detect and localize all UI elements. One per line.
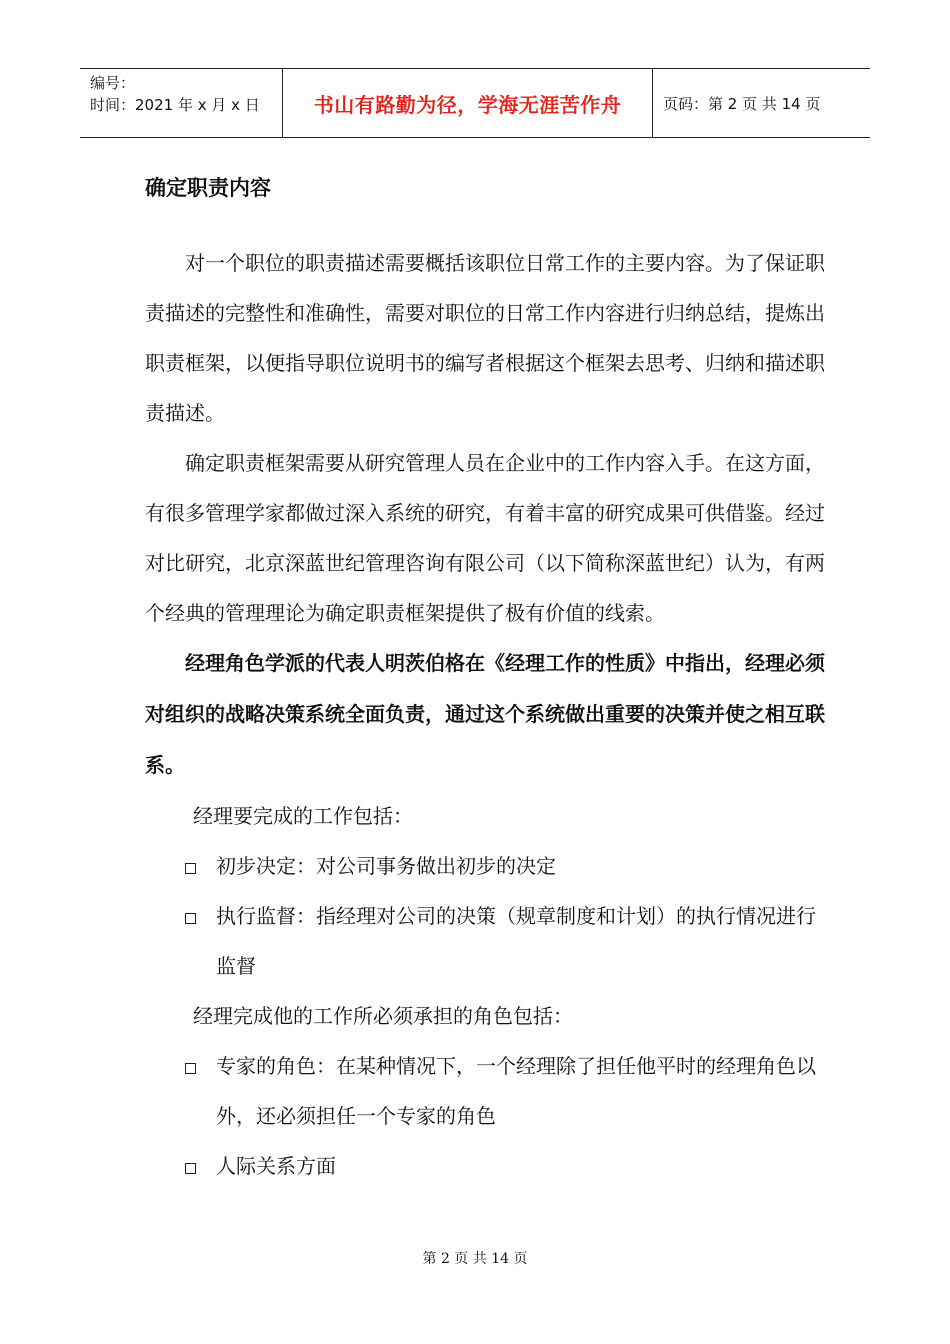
document-number-label: 编号： bbox=[90, 74, 136, 92]
list-item-text: 初步决定：对公司事务做出初步的决定 bbox=[216, 854, 556, 878]
square-bullet-icon bbox=[185, 1063, 196, 1074]
list-item-text: 专家的角色：在某种情况下，一个经理除了担任他平时的经理角色以外，还必须担任一个专家的角色 bbox=[216, 1054, 816, 1128]
square-bullet-icon bbox=[185, 863, 196, 874]
list-item-text: 人际关系方面 bbox=[216, 1154, 336, 1178]
square-bullet-icon bbox=[185, 1163, 196, 1174]
section-heading: 确定职责内容 bbox=[145, 176, 271, 200]
role-intro: 经理完成他的工作所必须承担的角色包括： bbox=[193, 1004, 573, 1028]
page-header bbox=[80, 68, 870, 138]
header-page-info: 页码：第 2 页 共 14 页 bbox=[663, 94, 821, 113]
square-bullet-icon bbox=[185, 913, 196, 924]
list-item bbox=[145, 1141, 825, 1191]
paragraph: 确定职责框架需要从研究管理人员在企业中的工作内容入手。在这方面，有很多管理学家都做过深入系统的研究，有着丰富的研究成果可供借鉴。经过对比研究，北京深蓝世纪管理咨询有限公司（以下简称深蓝世纪）认为，有两个经典的管理理论为确定职责框架提供了极有价值的线索。 bbox=[145, 451, 825, 625]
work-intro: 经理要完成的工作包括： bbox=[193, 804, 413, 828]
list-item bbox=[145, 891, 825, 991]
paragraph: 对一个职位的职责描述需要概括该职位日常工作的主要内容。为了保证职责描述的完整性和准确性，需要对职位的日常工作内容进行归纳总结，提炼出职责框架，以便指导职位说明书的编写者根据这个框架去思考、归纳和描述职责描述。 bbox=[145, 251, 825, 425]
header-motto: 书山有路勤为径，学海无涯苦作舟 bbox=[283, 69, 653, 137]
page-footer: 第 2 页 共 14 页 bbox=[422, 1251, 528, 1267]
document-date: 时间：2021 年 x 月 x 日 bbox=[90, 96, 260, 114]
list-item bbox=[145, 841, 825, 891]
header-meta bbox=[80, 69, 283, 137]
document-body bbox=[145, 160, 825, 1191]
list-item-text: 执行监督：指经理对公司的决策（规章制度和计划）的执行情况进行监督 bbox=[216, 904, 816, 978]
list-item bbox=[145, 1041, 825, 1141]
bold-paragraph: 经理角色学派的代表人明茨伯格在《经理工作的性质》中指出，经理必须对组织的战略决策系统全面负责，通过这个系统做出重要的决策并使之相互联系。 bbox=[145, 651, 825, 777]
